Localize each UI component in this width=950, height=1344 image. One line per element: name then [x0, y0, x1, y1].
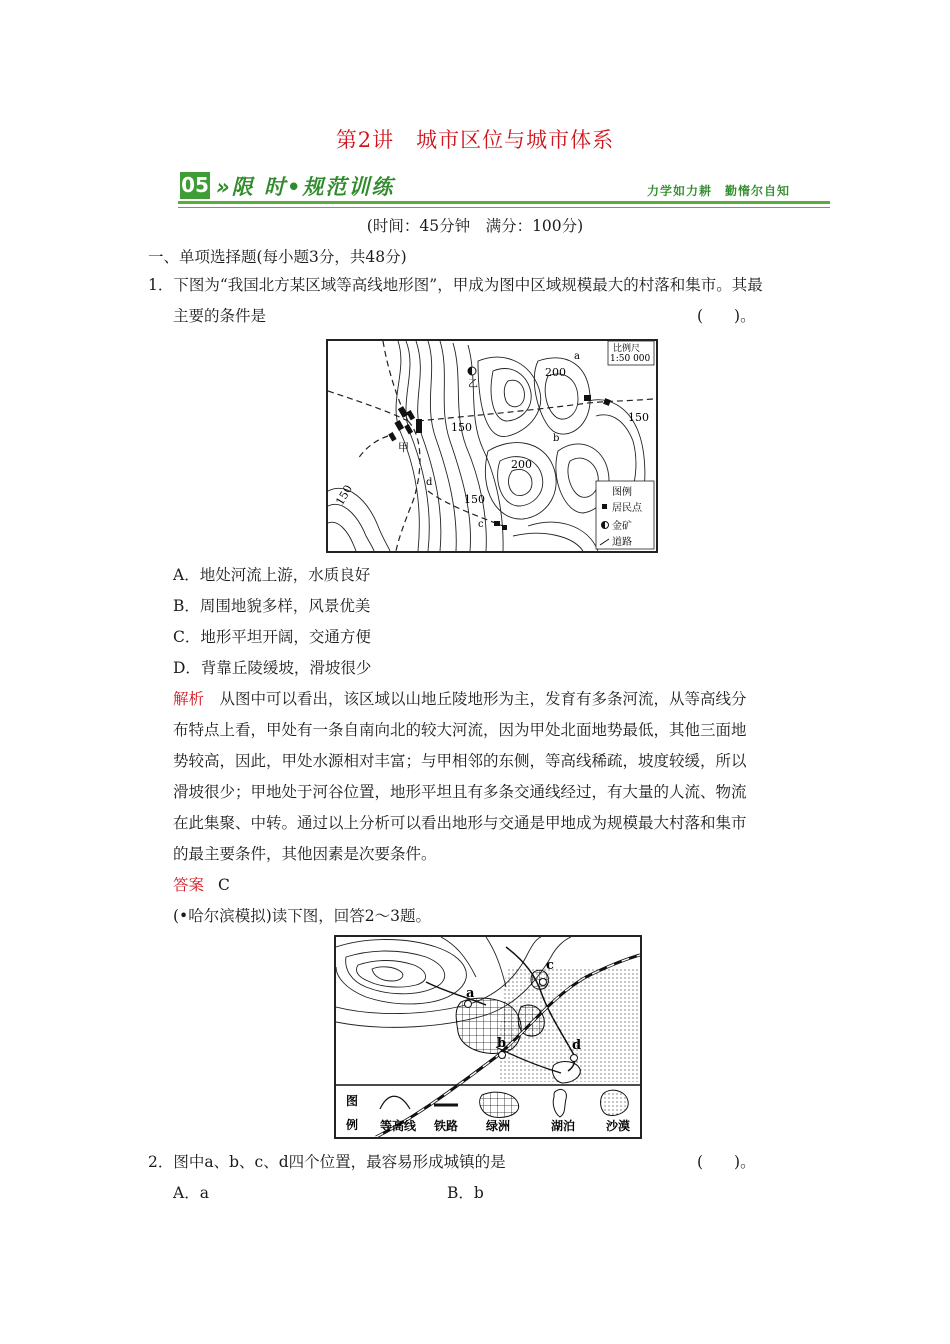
- q1-analysis-line4: 滑坡很少；甲地处于河谷位置，地形平坦且有多条交通线经过，有大量的人流、物流: [173, 783, 747, 801]
- contour-label-150a: 150: [451, 421, 472, 434]
- q2-stem: 2．图中a、b、c、d四个位置，最容易形成城镇的是: [148, 1153, 506, 1171]
- map-label-d: d: [426, 477, 433, 488]
- q1-analysis-line6: 的最主要条件，其他因素是次要条件。: [173, 845, 437, 863]
- q1-option-c: C．地形平坦开阔，交通方便: [173, 628, 371, 646]
- answer-label: 答案: [173, 876, 205, 894]
- point-b-marker: [499, 1052, 506, 1059]
- q1-analysis-line2: 布特点上看，甲处有一条自南向北的较大河流，因为甲处北面地势最低，其他三面地: [173, 721, 747, 739]
- legend-tu: 图: [346, 1094, 359, 1108]
- banner-motto: 力学如力耕 勤惰尔自知: [646, 184, 790, 198]
- q2-option-b: B．b: [447, 1184, 484, 1202]
- legend-goldmine: 金矿: [612, 521, 632, 532]
- banner-number: 05: [181, 173, 209, 197]
- banner-rule-thin: [178, 207, 830, 208]
- contour-label-150c: 150: [628, 411, 649, 424]
- legend-lake-icon: [553, 1089, 566, 1117]
- q2-option-a: A．a: [173, 1184, 209, 1202]
- legend-desert: 沙漠: [606, 1119, 631, 1133]
- legend-oasis-icon: [480, 1092, 519, 1117]
- analysis-label: 解析: [173, 690, 205, 708]
- point-d-marker: [571, 1055, 578, 1062]
- point-c-marker: [540, 979, 547, 986]
- legend-desert-icon: [601, 1090, 629, 1115]
- section-banner: [178, 170, 830, 204]
- q1-answer-blank: ( )。: [697, 307, 756, 325]
- analysis-text-1: 从图中可以看出，该区域以山地丘陵地形为主，发育有多条河流，从等高线分: [204, 690, 747, 708]
- map-point-a: a: [466, 986, 475, 1001]
- contour-label-150b: 150: [464, 493, 485, 506]
- scale-label: 比例尺: [613, 344, 641, 354]
- banner-title: »限 时•规范训练: [216, 175, 395, 199]
- map-point-c: c: [546, 958, 554, 973]
- legend-road: 道路: [612, 537, 632, 548]
- oasis-map-q23: [334, 935, 642, 1139]
- legend-title: 图例: [612, 487, 632, 498]
- map-label-a: a: [574, 351, 580, 362]
- legend-railway: 铁路: [434, 1119, 459, 1133]
- q23-intro: (•哈尔滨模拟)读下图，回答2～3题。: [173, 907, 431, 925]
- q1-stem-line2: 主要的条件是: [173, 307, 267, 325]
- contour-label-200a: 200: [545, 366, 566, 379]
- scale-value: 1:50 000: [610, 354, 651, 364]
- contour-label-200b: 200: [511, 458, 532, 471]
- map-label-yi: 乙: [468, 379, 478, 390]
- q1-option-b: B．周围地貌多样，风景优美: [173, 597, 371, 615]
- legend-settlement: 居民点: [612, 503, 642, 514]
- q1-stem-line1: 1．下图为“我国北方某区域等高线地形图”，甲成为图中区域规模最大的村落和集市。其最: [148, 276, 763, 294]
- legend-lake: 湖泊: [551, 1119, 576, 1133]
- contour-label-150d: 150: [333, 482, 356, 508]
- map-point-b: b: [497, 1036, 507, 1051]
- legend-contour: 等高线: [380, 1119, 417, 1133]
- section-heading: 一、单项选择题(每小题3分，共48分): [148, 248, 407, 266]
- page-title: 第2讲 城市区位与城市体系: [335, 128, 615, 152]
- point-a-marker: [465, 1001, 472, 1008]
- legend-li: 例: [346, 1118, 359, 1132]
- map-label-c: c: [478, 519, 484, 530]
- time-score: (时间：45分钟 满分：100分): [366, 217, 584, 235]
- legend-contour-icon: [380, 1096, 410, 1109]
- q1-analysis-line1: [173, 687, 747, 709]
- q2-answer-blank: ( )。: [697, 1153, 756, 1171]
- map-label-jia: 甲: [398, 441, 409, 454]
- banner-rule: [178, 201, 830, 204]
- q1-option-a: A．地处河流上游，水质良好: [173, 566, 371, 584]
- q1-option-d: D．背靠丘陵缓坡，滑坡很少: [173, 659, 372, 677]
- legend-oasis: 绿洲: [486, 1119, 511, 1133]
- map-label-b: b: [553, 433, 560, 444]
- answer-value: C: [218, 876, 230, 894]
- legend-settlement-icon: [602, 504, 607, 509]
- q1-answer: [173, 873, 230, 895]
- map-point-d: d: [572, 1038, 582, 1053]
- q1-analysis-line3: 势较高，因此，甲处水源相对丰富；与甲相邻的东侧，等高线稀疏，坡度较缓，所以: [173, 752, 747, 770]
- q1-analysis-line5: 在此集聚、中转。通过以上分析可以看出地形与交通是甲地成为规模最大村落和集市: [173, 814, 747, 832]
- contour-map-q1: [326, 339, 658, 553]
